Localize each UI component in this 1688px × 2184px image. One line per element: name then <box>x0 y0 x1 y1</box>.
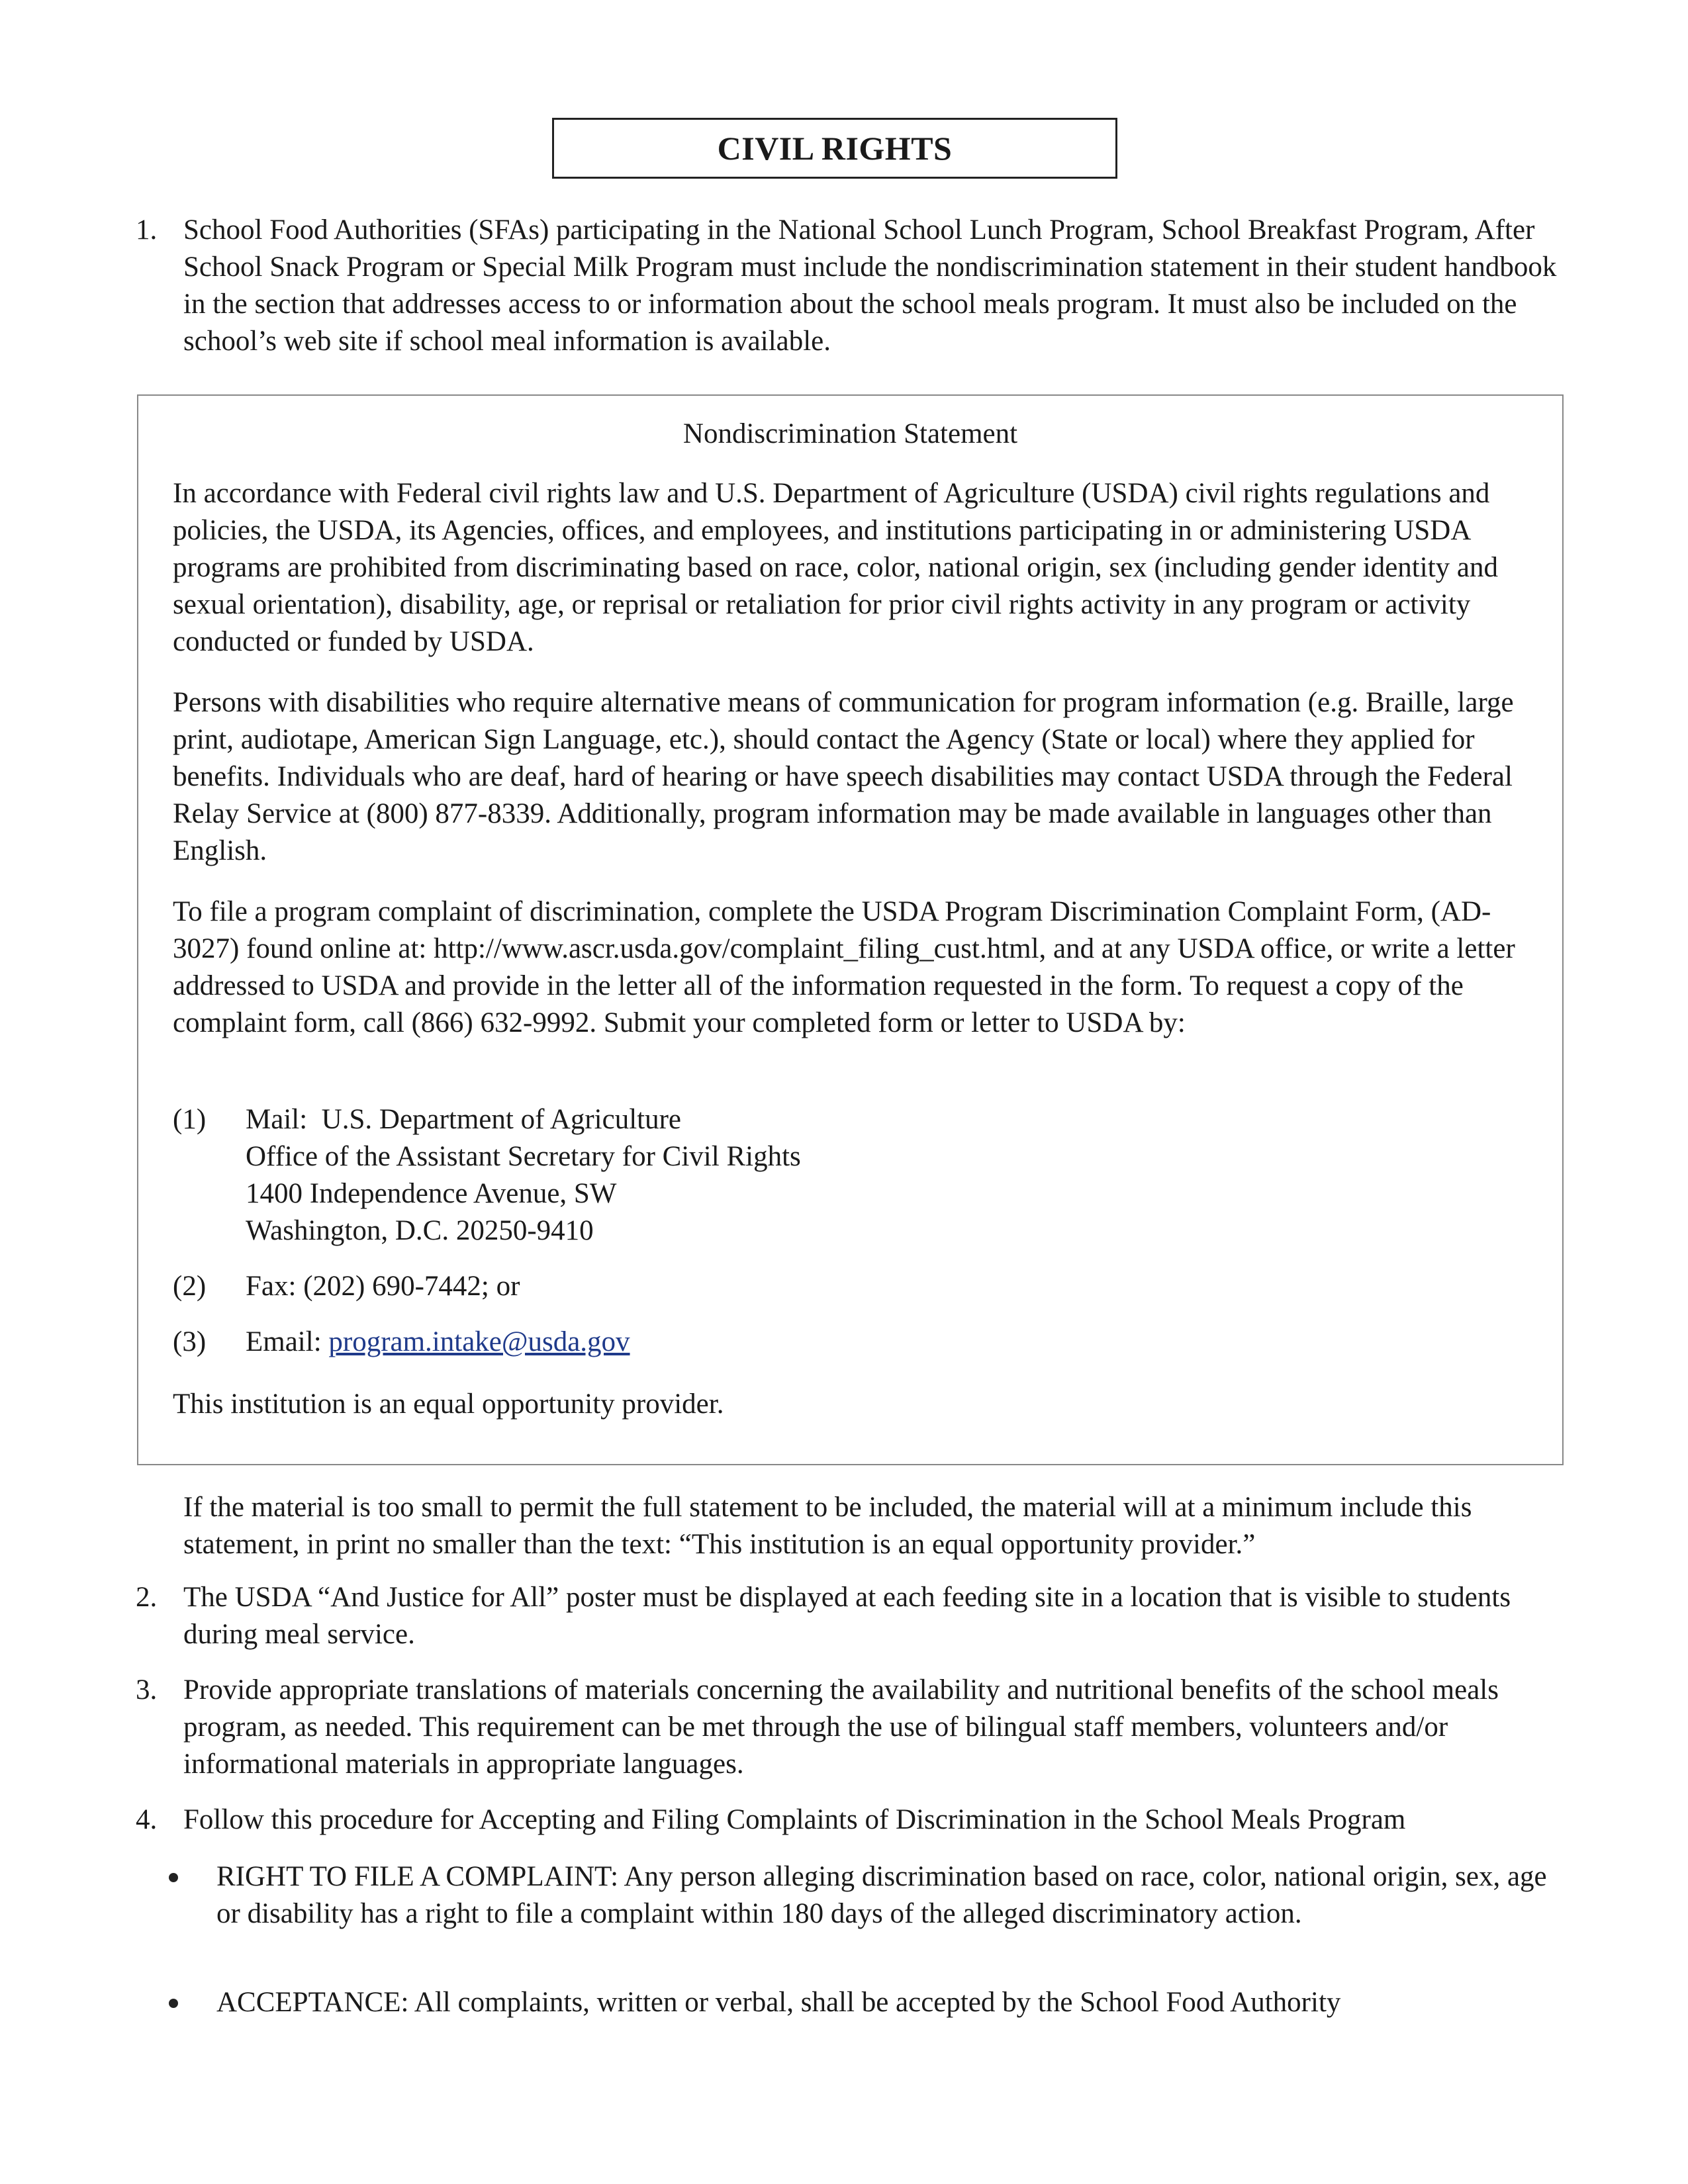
minimum-statement-note: If the material is too small to permit the full statement to be included, the material will at a minimum include this statement, in print no smaller than the text: “This institution is an equal opportunity provider.” <box>183 1492 1472 1560</box>
item-4-text: Follow this procedure for Accepting and Filing Complaints of Discrimination in the School Meals Program <box>183 1804 1406 1835</box>
mail-label: Mail: <box>246 1104 308 1135</box>
mail-line-2: Office of the Assistant Secretary for Civil Rights <box>246 1141 801 1172</box>
item-4 <box>136 1801 1566 1839</box>
item-3-number: 3. <box>136 1674 158 1706</box>
statement-paragraph-2: Persons with disabilities who require alternative means of communication for program information (e.g. Braille, large print, audiotape, American Sign Language, etc.), should contact the Agency (State or local) where they applied for benefits. Individuals who are deaf, hard of hearing or have speech disabilities may contact USDA through the Federal Relay Service at (800) 877-8339. Additionally, program information may be made available in languages other than English. <box>173 687 1514 866</box>
contact-email-number: (3) <box>173 1326 207 1357</box>
item-3 <box>136 1672 1566 1783</box>
bullet-dot-icon <box>169 1873 178 1882</box>
mail-line-3: 1400 Independence Avenue, SW <box>246 1178 617 1209</box>
statement-closing: This institution is an equal opportunity provider. <box>173 1388 724 1420</box>
item-2-text: The USDA “And Justice for All” poster must be displayed at each feeding site in a location that is visible to students during meal service. <box>183 1582 1511 1650</box>
bullet-dot-icon <box>169 1999 178 2008</box>
item-2 <box>136 1579 1566 1653</box>
contact-mail-number: (1) <box>173 1104 207 1135</box>
mail-line-4: Washington, D.C. 20250-9410 <box>246 1215 594 1246</box>
statement-paragraph-1: In accordance with Federal civil rights law and U.S. Department of Agriculture (USDA) civil rights regulations and policies, the USDA, its Agencies, offices, and employees, and institutions participating in or administering USDA programs are prohibited from discriminating based on race, color, national origin, sex (including gender identity and sexual orientation), disability, age, or reprisal or retaliation for prior civil rights activity in any program or activity conducted or funded by USDA. <box>173 478 1498 657</box>
title-box <box>552 118 1117 179</box>
item-4-number: 4. <box>136 1804 158 1835</box>
statement-heading: Nondiscrimination Statement <box>682 418 1018 449</box>
mail-line-1: U.S. Department of Agriculture <box>321 1104 682 1135</box>
statement-paragraph-3: To file a program complaint of discrimination, complete the USDA Program Discrimination Complaint Form, (AD-3027) found online at: http://www.ascr.usda.gov/complaint_filing_cust.html, and at any USDA office, or write a letter addressed to USDA and provide in the letter all of the information requested in the form. To request a copy of the complaint form, call (866) 632-9992. Submit your completed form or letter to USDA by: <box>173 896 1515 1038</box>
email-link[interactable]: program.intake@usda.gov <box>328 1326 630 1357</box>
mail-address <box>246 1101 801 1250</box>
item-1 <box>136 212 1566 360</box>
nondiscrimination-statement-box <box>137 394 1564 1465</box>
item-1-number: 1. <box>136 214 158 246</box>
page-title: CIVIL RIGHTS <box>717 130 953 167</box>
bullet-text: ACCEPTANCE: All complaints, written or verbal, shall be accepted by the School Food Authority <box>216 1987 1341 2018</box>
bullet-text: RIGHT TO FILE A COMPLAINT: Any person alleging discrimination based on race, color, national origin, sex, age or disability has a right to file a complaint within 180 days of the alleged discriminatory action. <box>216 1861 1547 1929</box>
item-1-text: School Food Authorities (SFAs) participating in the National School Lunch Program, School Breakfast Program, After School Snack Program or Special Milk Program must include the nondiscrimination statement in their student handbook in the section that addresses access to or information about the school meals program. It must also be included on the school’s web site if school meal information is available. <box>183 214 1557 357</box>
bullet-acceptance <box>169 1984 1566 2021</box>
item-2-number: 2. <box>136 1582 158 1613</box>
email-label: Email: <box>246 1326 329 1357</box>
bullet-right-to-file <box>169 1858 1566 1933</box>
contact-fax-number: (2) <box>173 1271 207 1302</box>
fax-text: Fax: (202) 690-7442; or <box>246 1271 520 1302</box>
item-3-text: Provide appropriate translations of materials concerning the availability and nutritional benefits of the school meals program, as needed. This requirement can be met through the use of bilingual staff members, volunteers and/or informational materials in appropriate languages. <box>183 1674 1499 1780</box>
